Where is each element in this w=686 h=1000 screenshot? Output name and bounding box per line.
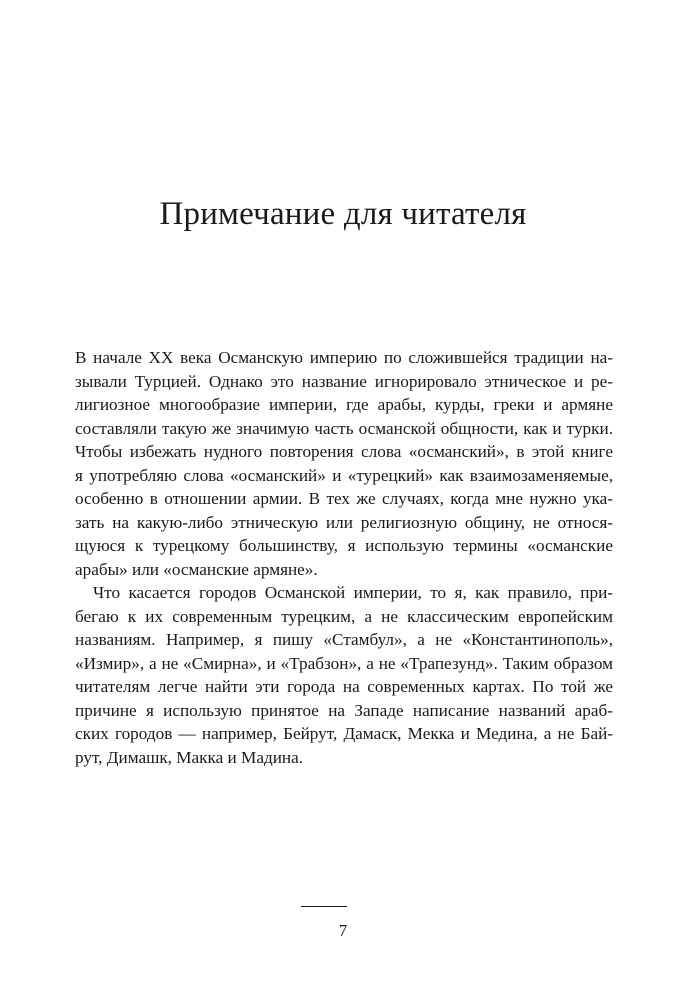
page-number: 7 (338, 921, 348, 940)
text-line: щуюся к турецкому большинству, я использую термины «османские (75, 536, 613, 555)
text-line: названиям. Например, я пишу «Стамбул», а не «Константинополь», (75, 630, 613, 649)
text-line: В начале XX века Османскую империю по сложившейся традиции на- (75, 348, 613, 367)
body-text (75, 346, 613, 769)
text-line: особенно в отношении армии. В тех же случаях, когда мне нужно ука- (75, 489, 613, 508)
text-line: бегаю к их современным турецким, а не классическим европейским (75, 606, 613, 626)
text-line: зать на какую-либо этническую или религиозную общину, не относя- (75, 512, 613, 532)
text-line: «Измир», а не «Смирна», и «Трабзон», а не «Трапезунд». Таким образом (75, 653, 613, 673)
footer-divider (301, 906, 347, 907)
text-line: рут, Димашк, Макка и Мадина. (75, 747, 304, 767)
text-line: читателям легче найти эти города на современных картах. По той же (75, 677, 613, 696)
text-line: зывали Турцией. Однако это название игнорировало этническое и ре- (75, 371, 613, 391)
text-line: Чтобы избежать нудного повторения слова «османский», в этой книге (75, 442, 613, 461)
text-line: составляли такую же значимую часть османской общности, как и турки. (75, 418, 613, 438)
text-line: арабы» или «османские армяне». (75, 559, 318, 579)
text-line: я употребляю слова «османский» и «турецкий» как взаимозаменяемые, (75, 465, 613, 485)
page-title: Примечание для читателя (159, 196, 527, 232)
text-line: ских городов — например, Бейрут, Дамаск, Мекка и Медина, а не Бай- (75, 724, 613, 743)
text-line: лигиозное многообразие империи, где арабы, курды, греки и армяне (75, 395, 613, 414)
text-line: причине я использую принятое на Западе написание названий араб- (75, 700, 613, 720)
text-line: Что касается городов Османской империи, то я, как правило, при- (93, 583, 613, 602)
